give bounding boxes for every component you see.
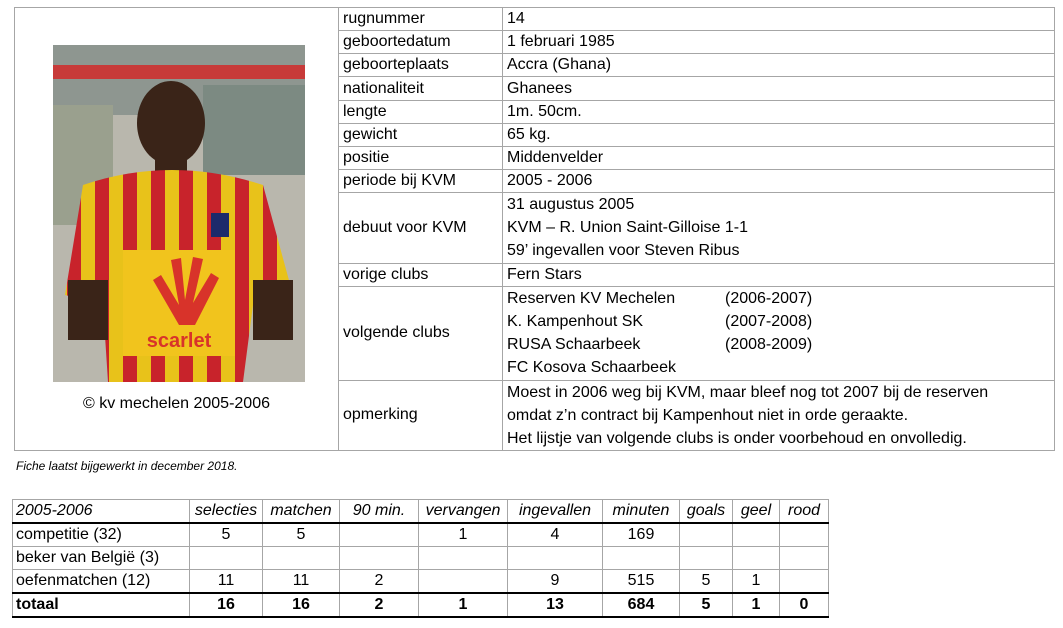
stats-header-cell: goals [680,500,733,524]
row-label: nationaliteit [339,77,503,100]
stats-cell [603,547,680,570]
stats-cell: 5 [680,593,733,617]
debut-value [503,193,1055,263]
stats-cell: 169 [603,523,680,547]
debut-line: KVM – R. Union Saint-Gilloise 1-1 [507,219,748,237]
photo-cell [15,8,339,451]
stats-cell [263,547,340,570]
season-stats-table [12,499,829,618]
row-label: periode bij KVM [339,170,503,193]
stats-row [13,523,829,547]
stats-cell: 4 [508,523,603,547]
stats-cell: competitie (32) [13,523,190,547]
row-label: gewicht [339,123,503,146]
stats-header-cell: ingevallen [508,500,603,524]
row-label: positie [339,146,503,169]
stats-cell [508,547,603,570]
row-label: lengte [339,100,503,123]
player-profile-table [14,7,1055,451]
row-label: rugnummer [339,8,503,31]
club-name: RUSA Schaarbeek [507,336,641,354]
club-period: (2006-2007) [725,290,813,308]
club-period: (2008-2009) [725,336,813,354]
stats-cell: 16 [263,593,340,617]
previous-clubs-label: vorige clubs [339,263,503,286]
stats-cell [780,547,829,570]
stats-header-cell: geel [733,500,780,524]
row-value: Ghanees [503,77,1055,100]
stats-cell [419,547,508,570]
club-entry [507,333,1050,356]
stats-cell [680,547,733,570]
stats-header-cell: minuten [603,500,680,524]
stats-cell: 1 [419,593,508,617]
stats-cell [680,523,733,547]
club-period: (2007-2008) [725,313,813,331]
stats-cell [780,523,829,547]
remark-label: opmerking [339,380,503,451]
stats-cell: 2 [340,570,419,594]
stats-total-row [13,593,829,617]
row-label: geboortedatum [339,31,503,54]
debut-label: debuut voor KVM [339,193,503,263]
stats-header-cell: rood [780,500,829,524]
stats-cell: beker van België (3) [13,547,190,570]
stats-cell: 515 [603,570,680,594]
stats-header-cell: vervangen [419,500,508,524]
stats-cell [733,523,780,547]
club-entry [507,310,1050,333]
stats-cell: 11 [190,570,263,594]
stats-cell: 0 [780,593,829,617]
row-label: geboorteplaats [339,54,503,77]
stats-cell [190,547,263,570]
stats-header-cell: 2005-2006 [13,500,190,524]
stats-cell: 684 [603,593,680,617]
row-value: Middenvelder [503,146,1055,169]
row-value: 14 [503,8,1055,31]
stats-cell: 5 [190,523,263,547]
row-value: 65 kg. [503,123,1055,146]
row-value: 1m. 50cm. [503,100,1055,123]
stats-cell: 2 [340,593,419,617]
stats-header-cell: selecties [190,500,263,524]
stats-header-cell: 90 min. [340,500,419,524]
stats-row [13,547,829,570]
row-value: 2005 - 2006 [503,170,1055,193]
club-entry [507,287,1050,310]
remark-value [503,380,1055,451]
stats-cell: oefenmatchen (12) [13,570,190,594]
remark-line: Moest in 2006 weg bij KVM, maar bleef nog tot 2007 bij de reserven [507,383,989,401]
debut-line: 31 augustus 2005 [507,196,635,214]
shirt-sponsor-logo: scarlet [146,330,212,352]
club-entry [507,356,1050,379]
stats-header-row [13,500,829,524]
stats-cell [780,570,829,594]
stats-cell [340,523,419,547]
stats-cell: totaal [13,593,190,617]
next-clubs-label: volgende clubs [339,286,503,380]
previous-clubs-value: Fern Stars [503,263,1055,286]
debut-line: 59’ ingevallen voor Steven Ribus [507,242,740,260]
stats-header-cell: matchen [263,500,340,524]
row-value: 1 februari 1985 [503,31,1055,54]
stats-cell: 1 [733,593,780,617]
remark-line: Het lijstje van volgende clubs is onder voorbehoud en onvolledig. [507,429,967,447]
stats-cell [733,547,780,570]
row-value: Accra (Ghana) [503,54,1055,77]
stats-cell [340,547,419,570]
stats-row [13,570,829,594]
club-name: K. Kampenhout SK [507,313,644,331]
stats-cell: 11 [263,570,340,594]
next-clubs-value [503,286,1055,380]
remark-line: omdat z’n contract bij Kampenhout niet in orde geraakte. [507,406,909,424]
stats-cell [419,570,508,594]
stats-cell: 5 [680,570,733,594]
stats-cell: 1 [419,523,508,547]
stats-cell: 13 [508,593,603,617]
stats-cell: 9 [508,570,603,594]
stats-cell: 1 [733,570,780,594]
stats-cell: 16 [190,593,263,617]
club-name: FC Kosova Schaarbeek [507,359,676,377]
last-updated-note: Fiche laatst bijgewerkt in december 2018. [16,459,238,473]
club-name: Reserven KV Mechelen [507,290,676,308]
stats-cell: 5 [263,523,340,547]
photo-caption: © kv mechelen 2005-2006 [82,395,270,412]
player-photo [53,45,305,382]
